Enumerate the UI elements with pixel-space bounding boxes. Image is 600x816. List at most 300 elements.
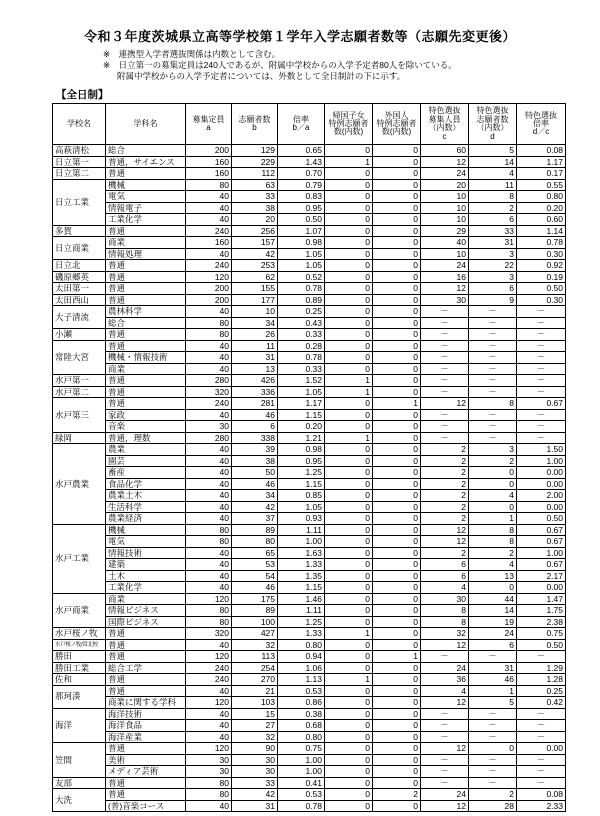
value-cell: 0 [325,685,373,697]
value-cell: 26 [232,329,278,341]
department-cell: 商業 [106,363,186,375]
value-cell: 100 [232,616,278,628]
table-row [53,260,566,272]
value-cell: 0 [373,547,421,559]
value-cell: 320 [186,628,232,640]
value-cell: 427 [232,628,278,640]
value-cell: 0.30 [517,248,566,260]
value-cell: 0.89 [278,294,325,306]
value-cell: 0.60 [517,214,566,226]
value-cell: － [469,766,517,778]
table-row [53,720,566,732]
value-cell: － [517,432,566,444]
value-cell: 240 [186,225,232,237]
value-cell: － [469,306,517,318]
value-cell: 426 [232,375,278,387]
department-cell: 工業化学 [106,582,186,594]
value-cell: 1 [469,513,517,525]
value-cell: 1.15 [278,409,325,421]
value-cell: 0 [373,179,421,191]
school-name-cell: 友部 [53,777,106,789]
value-cell: 0.08 [517,145,566,157]
value-cell: － [421,754,469,766]
table-row [53,639,566,651]
value-cell: 0 [325,363,373,375]
value-cell: 53 [232,559,278,571]
table-row [53,478,566,490]
value-cell: 33 [232,777,278,789]
value-cell: 12 [421,639,469,651]
department-cell: 普通 [106,283,186,295]
value-cell: 12 [421,524,469,536]
value-cell: 20 [232,214,278,226]
value-cell: 12 [421,536,469,548]
department-cell: 食品化学 [106,478,186,490]
value-cell: 24 [421,789,469,801]
value-cell: 0.20 [278,421,325,433]
value-cell: 21 [232,685,278,697]
value-cell: 1.15 [278,478,325,490]
value-cell: 0.67 [517,536,566,548]
table-row [53,605,566,617]
table-row [53,731,566,743]
value-cell: 54 [232,570,278,582]
table-row [53,283,566,295]
value-cell: － [517,720,566,732]
department-cell: 工業化学 [106,214,186,226]
value-cell: 2 [373,789,421,801]
department-cell: 商業 [106,593,186,605]
department-cell: 情報技術 [106,547,186,559]
department-cell: 美術 [106,754,186,766]
department-cell: 普通 [106,386,186,398]
value-cell: 0.00 [517,582,566,594]
value-cell: 0 [325,340,373,352]
table-row [53,789,566,801]
value-cell: 0 [325,168,373,180]
value-cell: － [517,421,566,433]
value-cell: 0.83 [278,191,325,203]
value-cell: 0.42 [517,697,566,709]
value-cell: 0 [373,708,421,720]
value-cell: 40 [186,547,232,559]
value-cell: － [517,754,566,766]
table-row [53,501,566,513]
value-cell: 0 [469,467,517,479]
table-row [53,582,566,594]
value-cell: 80 [186,317,232,329]
value-cell: 1.35 [278,570,325,582]
value-cell: 0 [373,731,421,743]
department-cell: 農業 [106,444,186,456]
value-cell: － [421,708,469,720]
value-cell: 30 [421,593,469,605]
value-cell: 0 [373,168,421,180]
value-cell: － [469,708,517,720]
value-cell: 1.05 [278,248,325,260]
value-cell: 0 [469,478,517,490]
school-name-cell: 大洗 [53,789,106,812]
value-cell: 0 [325,720,373,732]
value-cell: 0.95 [278,455,325,467]
value-cell: 2 [421,467,469,479]
value-cell: 0 [373,214,421,226]
value-cell: 338 [232,432,278,444]
value-cell: 20 [421,179,469,191]
value-cell: 0.93 [278,513,325,525]
value-cell: 44 [469,593,517,605]
value-cell: 0.80 [278,639,325,651]
value-cell: 1.13 [278,674,325,686]
value-cell: 0.98 [278,444,325,456]
value-cell: 24 [421,168,469,180]
value-cell: 0.33 [278,363,325,375]
value-cell: 12 [421,283,469,295]
value-cell: 253 [232,260,278,272]
value-cell: 0.50 [517,283,566,295]
header-school: 学校名 [53,104,106,145]
value-cell: － [517,363,566,375]
value-cell: 1.00 [278,754,325,766]
value-cell: 0 [325,179,373,191]
department-cell: 普通 [106,294,186,306]
table-row [53,168,566,180]
value-cell: 0.30 [517,294,566,306]
value-cell: 0 [325,283,373,295]
table-row [53,145,566,157]
value-cell: 0 [373,593,421,605]
value-cell: 0 [373,329,421,341]
value-cell: 0.67 [517,398,566,410]
value-cell: 157 [232,237,278,249]
department-cell: 生活科学 [106,501,186,513]
value-cell: 50 [232,467,278,479]
value-cell: 0.68 [278,720,325,732]
value-cell: 0.50 [278,214,325,226]
table-row [53,421,566,433]
value-cell: 0 [325,593,373,605]
department-cell: (普)音楽コース [106,800,186,812]
value-cell: － [517,409,566,421]
school-name-cell: 勝田工業 [53,662,106,674]
value-cell: 40 [186,409,232,421]
value-cell: 0 [325,547,373,559]
value-cell: － [421,766,469,778]
department-cell: 普通 [106,271,186,283]
value-cell: 0 [325,754,373,766]
value-cell: 0 [373,605,421,617]
department-cell: 情報電子 [106,202,186,214]
value-cell: 40 [186,490,232,502]
school-name-cell: 多賀 [53,225,106,237]
department-cell: 普通 [106,639,186,651]
header-ratio: 倍率 b／a [278,104,325,145]
value-cell: 30 [232,754,278,766]
value-cell: 1.28 [517,674,566,686]
table-row [53,766,566,778]
value-cell: 1.52 [278,375,325,387]
value-cell: － [421,386,469,398]
department-cell: 普通 [106,260,186,272]
value-cell: 12 [421,398,469,410]
value-cell: 2.00 [517,490,566,502]
value-cell: 4 [469,559,517,571]
value-cell: 1.05 [278,386,325,398]
value-cell: 62 [232,271,278,283]
value-cell: 80 [232,536,278,548]
department-cell: 普通 [106,743,186,755]
value-cell: 8 [469,398,517,410]
value-cell: 80 [186,605,232,617]
value-cell: 40 [186,191,232,203]
value-cell: 4 [469,168,517,180]
value-cell: 0 [373,501,421,513]
value-cell: 0 [325,260,373,272]
value-cell: 0 [325,444,373,456]
value-cell: 160 [186,156,232,168]
value-cell: 19 [469,616,517,628]
department-cell: 総合 [106,317,186,329]
value-cell: 1 [373,398,421,410]
table-row [53,317,566,329]
value-cell: 0.78 [278,283,325,295]
value-cell: 24 [469,628,517,640]
value-cell: － [469,432,517,444]
value-cell: 12 [421,743,469,755]
table-row [53,455,566,467]
value-cell: 0 [373,225,421,237]
value-cell: 0.53 [278,789,325,801]
school-name-cell: 水戸農業 [53,444,106,525]
value-cell: 1.29 [517,662,566,674]
value-cell: 0 [373,628,421,640]
value-cell: 40 [186,467,232,479]
value-cell: 0.43 [278,317,325,329]
department-cell: 農林科学 [106,306,186,318]
value-cell: 32 [421,628,469,640]
value-cell: 0.67 [517,559,566,571]
value-cell: － [469,352,517,364]
value-cell: 0.98 [278,237,325,249]
page-title: 令和３年度茨城県立高等学校第１学年入学志願者数等（志願先変更後） [83,29,516,44]
value-cell: 65 [232,547,278,559]
header-returnee-special: 帰国子女 特例志願者 数(内数) [325,104,373,145]
value-cell: 42 [232,248,278,260]
value-cell: 0 [373,467,421,479]
school-name-cell: 磯原郷英 [53,271,106,283]
value-cell: － [469,409,517,421]
value-cell: 0.85 [278,490,325,502]
value-cell: 0.25 [517,685,566,697]
school-name-cell: 日立商業 [53,237,106,260]
value-cell: － [421,375,469,387]
value-cell: 0 [325,225,373,237]
value-cell: 0 [325,329,373,341]
value-cell: 281 [232,398,278,410]
value-cell: 40 [186,720,232,732]
department-cell: 普通 [106,340,186,352]
value-cell: 2 [469,202,517,214]
department-cell: 普通 [106,329,186,341]
value-cell: － [421,306,469,318]
value-cell: 0 [325,191,373,203]
department-cell: 商業に関する学科 [106,697,186,709]
school-name-cell: 日立工業 [53,179,106,225]
value-cell: 12 [421,800,469,812]
value-cell: 31 [469,237,517,249]
value-cell: 280 [186,375,232,387]
value-cell: 0 [373,386,421,398]
value-cell: 0 [325,490,373,502]
value-cell: － [517,651,566,663]
value-cell: 24 [421,662,469,674]
value-cell: 15 [232,708,278,720]
value-cell: － [517,375,566,387]
value-cell: 2 [421,547,469,559]
value-cell: 40 [186,559,232,571]
department-cell: 普通 [106,398,186,410]
table-row [53,340,566,352]
value-cell: 1 [469,685,517,697]
value-cell: 0 [373,421,421,433]
value-cell: 113 [232,651,278,663]
value-cell: 0 [469,582,517,594]
value-cell: 0 [373,145,421,157]
department-cell: 総合工学 [106,662,186,674]
value-cell: 14 [469,156,517,168]
school-name-cell: 那珂湊 [53,685,106,708]
value-cell: 2 [421,478,469,490]
value-cell: 320 [186,386,232,398]
value-cell: － [421,432,469,444]
value-cell: 0.75 [517,628,566,640]
value-cell: 80 [186,524,232,536]
value-cell: 0.92 [517,260,566,272]
value-cell: 31 [469,662,517,674]
value-cell: 0.00 [517,467,566,479]
school-name-cell: 日立第二 [53,168,106,180]
value-cell: 1.00 [278,536,325,548]
value-cell: － [469,329,517,341]
table-row [53,432,566,444]
value-cell: 0.78 [278,352,325,364]
value-cell: 1.00 [517,547,566,559]
header-featured-ratio: 特色選抜 倍率 d／c [517,104,566,145]
value-cell: 40 [186,248,232,260]
value-cell: 1.11 [278,524,325,536]
value-cell: 0.00 [517,478,566,490]
value-cell: 46 [232,582,278,594]
value-cell: 0 [373,363,421,375]
value-cell: 0.86 [278,697,325,709]
value-cell: 80 [186,789,232,801]
value-cell: － [517,708,566,720]
value-cell: 336 [232,386,278,398]
value-cell: 0 [325,294,373,306]
school-name-cell: 水戸商業 [53,593,106,628]
value-cell: 1.15 [278,582,325,594]
value-cell: 40 [186,306,232,318]
value-cell: 256 [232,225,278,237]
value-cell: 0 [373,513,421,525]
value-cell: 0 [325,743,373,755]
table-row [53,398,566,410]
value-cell: 0 [373,294,421,306]
table-row [53,306,566,318]
value-cell: 0 [325,317,373,329]
value-cell: 0.52 [278,271,325,283]
table-row [53,674,566,686]
department-cell: 普通，理数 [106,432,186,444]
table-row [53,708,566,720]
value-cell: 46 [469,674,517,686]
school-name-cell: 笠間 [53,743,106,778]
value-cell: 60 [421,145,469,157]
value-cell: 0 [373,283,421,295]
value-cell: － [517,731,566,743]
table-row [53,191,566,203]
value-cell: 2 [421,513,469,525]
value-cell: 175 [232,593,278,605]
value-cell: － [517,329,566,341]
value-cell: 0 [373,455,421,467]
table-row [53,409,566,421]
value-cell: － [469,720,517,732]
table-row [53,524,566,536]
value-cell: 0.70 [278,168,325,180]
value-cell: 120 [186,651,232,663]
value-cell: 240 [186,662,232,674]
department-cell: 農業土木 [106,490,186,502]
value-cell: 0 [325,697,373,709]
value-cell: 120 [186,271,232,283]
value-cell: 0 [325,708,373,720]
table-row [53,467,566,479]
department-cell: 機械 [106,179,186,191]
value-cell: 40 [186,501,232,513]
value-cell: 0.78 [278,800,325,812]
table-header-row [53,104,566,145]
table-row [53,800,566,812]
school-name-cell: 水戸第一 [53,375,106,387]
value-cell: － [469,386,517,398]
header-featured-applicants: 特色選抜 志願者数 （内数） d [469,104,517,145]
value-cell: 2 [421,444,469,456]
value-cell: 40 [186,214,232,226]
value-cell: 0 [373,743,421,755]
value-cell: 40 [186,570,232,582]
value-cell: 10 [421,202,469,214]
value-cell: 1.43 [278,156,325,168]
value-cell: 0 [325,398,373,410]
value-cell: 0 [325,478,373,490]
value-cell: 0 [373,754,421,766]
value-cell: 1.11 [278,605,325,617]
school-name-cell: 水戸桜ノ牧 [53,628,106,640]
table-row [53,628,566,640]
value-cell: 46 [232,409,278,421]
value-cell: 1.21 [278,432,325,444]
value-cell: 0 [325,455,373,467]
value-cell: 5 [469,145,517,157]
value-cell: 8 [421,605,469,617]
value-cell: 0.53 [278,685,325,697]
value-cell: 0 [373,524,421,536]
school-name-cell: 勝田 [53,651,106,663]
value-cell: 0 [373,582,421,594]
value-cell: 0.75 [278,743,325,755]
value-cell: 240 [186,260,232,272]
